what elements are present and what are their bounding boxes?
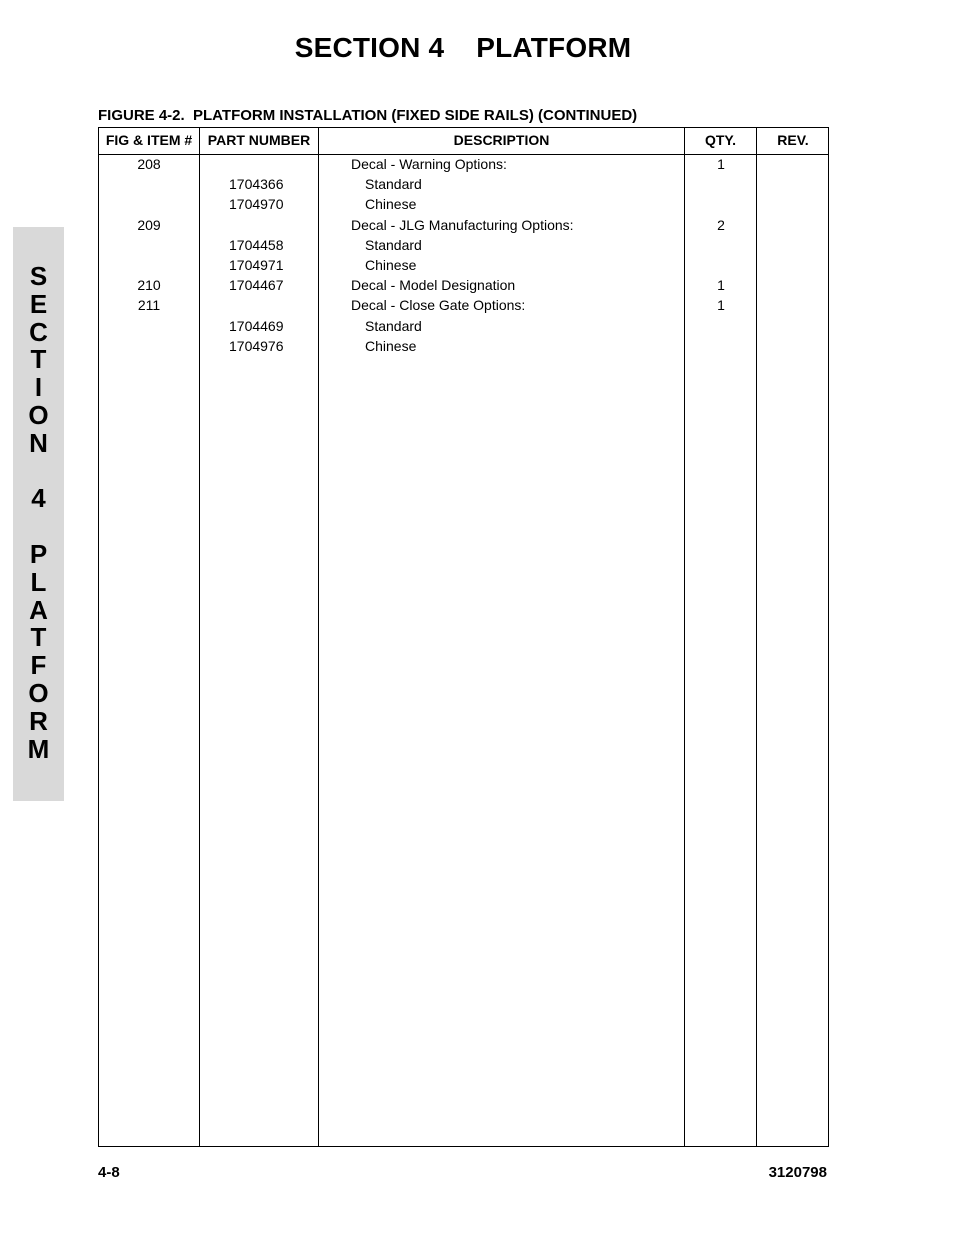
side-tab-letter: S: [29, 261, 48, 291]
parts-table: [98, 127, 829, 1147]
header-item: FIG & ITEM #: [105, 132, 193, 148]
header-rev: REV.: [777, 132, 809, 148]
page-number: 4-8: [98, 1164, 120, 1181]
header-divider: [99, 154, 828, 155]
table-row: [99, 196, 828, 216]
cell-part-number: 1704458: [229, 236, 284, 253]
side-tab-letter: L: [30, 566, 47, 597]
cell-qty: 1: [717, 277, 725, 294]
table-row: [99, 338, 828, 358]
header-description: DESCRIPTION: [453, 132, 550, 148]
cell-description: Standard: [365, 317, 422, 334]
table-row: [99, 297, 828, 317]
cell-part-number: 1704366: [229, 176, 284, 193]
page-title: SECTION 4 PLATFORM: [294, 32, 632, 63]
side-tab-letter: E: [29, 288, 48, 319]
section-side-tab: [13, 227, 64, 801]
cell-description: Chinese: [365, 337, 417, 354]
table-row: [99, 318, 828, 338]
table-row: [99, 277, 828, 297]
side-tab-letter: P: [29, 538, 48, 569]
side-tab-letter: [13, 458, 64, 486]
document-number: 3120798: [768, 1164, 827, 1181]
cell-description: Standard: [365, 236, 422, 253]
side-tab-letter: M: [27, 733, 50, 764]
cell-item: 209: [137, 216, 161, 233]
cell-qty: 1: [717, 156, 725, 172]
side-tab-letter: [13, 513, 64, 541]
cell-item: 208: [137, 156, 161, 172]
header-qty: QTY.: [704, 132, 737, 148]
cell-part-number: 1704467: [229, 277, 284, 294]
cell-description: Standard: [365, 176, 422, 193]
table-row: [99, 176, 828, 196]
cell-description: Decal - Close Gate Options:: [351, 297, 526, 314]
cell-item: 210: [137, 277, 161, 294]
side-tab-letter: N: [29, 427, 48, 458]
table-body: [99, 156, 828, 358]
side-tab-letter: C: [29, 316, 48, 347]
cell-part-number: 1704469: [229, 317, 284, 334]
side-tab-letter: R: [29, 705, 48, 736]
cell-description: Decal - JLG Manufacturing Options:: [351, 216, 574, 233]
cell-part-number: 1704970: [229, 196, 284, 213]
side-tab-letter: O: [28, 399, 49, 430]
cell-description: Decal - Model Designation: [351, 277, 516, 294]
table-row: [99, 257, 828, 277]
header-part-number: PART NUMBER: [207, 132, 311, 148]
side-tab-letter: F: [30, 650, 47, 681]
side-tab-letter: T: [30, 622, 47, 653]
table-row: [99, 237, 828, 257]
table-row: [99, 156, 828, 176]
cell-part-number: 1704971: [229, 256, 284, 273]
side-tab-letter: A: [29, 594, 48, 625]
cell-description: Chinese: [365, 256, 417, 273]
figure-title: FIGURE 4-2. PLATFORM INSTALLATION (FIXED SIDE RAILS) (CONTINUED): [98, 107, 638, 124]
cell-description: Decal - Warning Options:: [351, 156, 507, 172]
cell-description: Chinese: [365, 196, 417, 213]
table-row: [99, 217, 828, 237]
cell-qty: 1: [717, 297, 725, 314]
side-tab-letter: I: [34, 372, 43, 403]
side-tab-letter: 4: [31, 483, 46, 514]
side-tab-label: [13, 263, 64, 763]
side-tab-letter: O: [28, 677, 49, 708]
side-tab-letter: T: [30, 344, 47, 375]
cell-qty: 2: [717, 216, 725, 233]
cell-part-number: 1704976: [229, 337, 284, 354]
cell-item: 211: [137, 297, 161, 314]
